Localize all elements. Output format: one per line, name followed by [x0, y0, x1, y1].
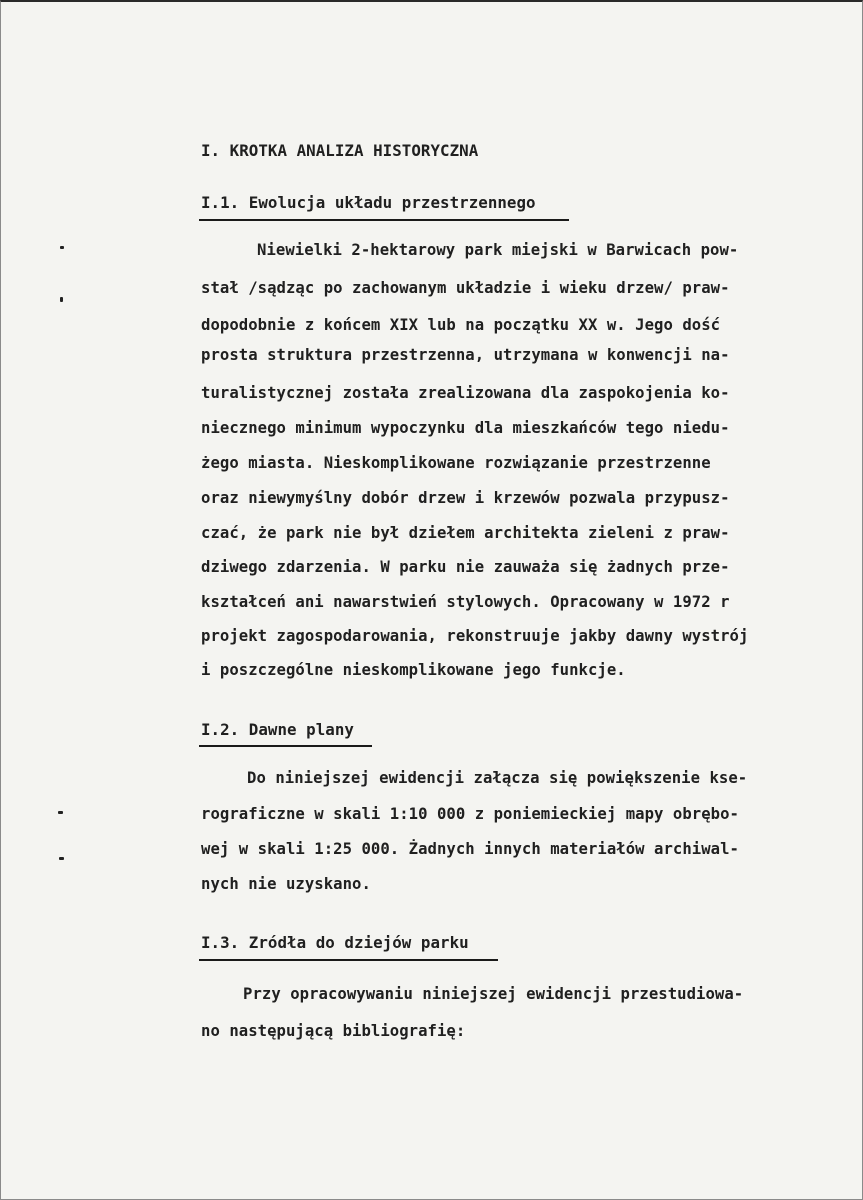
text-line: projekt zagospodarowania, rekonstruuje jakby dawny wystrój [201, 627, 749, 645]
text-line: wej w skali 1:25 000. Żadnych innych materiałów archiwal- [201, 840, 739, 858]
text-line: dziwego zdarzenia. W parku nie zauważa się żadnych prze- [201, 558, 730, 576]
text-line: Niewielki 2-hektarowy park miejski w Barwicach pow- [257, 241, 739, 259]
text-line: stał /sądząc po zachowanym układzie i wieku drzew/ praw- [201, 279, 730, 297]
text-line: niecznego minimum wypoczynku dla mieszkańców tego niedu- [201, 419, 730, 437]
text-line: Przy opracowywaniu niniejszej ewidencji przestudiowa- [243, 985, 744, 1003]
margin-mark [60, 246, 64, 249]
text-line: prosta struktura przestrzenna, utrzymana w konwencji na- [201, 346, 730, 364]
margin-mark [58, 811, 63, 814]
margin-mark [60, 297, 63, 302]
section-heading-1-underline [199, 219, 569, 221]
text-line: rograficzne w skali 1:10 000 z poniemieckiej mapy obrębo- [201, 805, 739, 823]
text-line: turalistycznej została zrealizowana dla zaspokojenia ko- [201, 384, 730, 402]
text-line: nych nie uzyskano. [201, 875, 371, 893]
text-line: kształceń ani nawarstwień stylowych. Opracowany w 1972 r [201, 593, 730, 611]
text-line: żego miasta. Nieskomplikowane rozwiązanie przestrzenne [201, 454, 711, 472]
margin-mark [59, 857, 64, 860]
main-heading: I. KROTKA ANALIZA HISTORYCZNA [201, 141, 479, 160]
section-heading-1: I.1. Ewolucja układu przestrzennego [201, 193, 536, 212]
text-line: dopodobnie z końcem XIX lub na początku XX w. Jego dość [201, 316, 721, 334]
text-line: Do niniejszej ewidencji załącza się powiększenie kse- [247, 769, 748, 787]
section-heading-2: I.2. Dawne plany [201, 720, 354, 739]
text-line: oraz niewymyślny dobór drzew i krzewów pozwala przypusz- [201, 489, 730, 507]
section-heading-3: I.3. Zródła do dziejów parku [201, 933, 469, 952]
text-line: czać, że park nie był dziełem architekta zieleni z praw- [201, 524, 730, 542]
text-line: i poszczególne nieskomplikowane jego funkcje. [201, 661, 626, 679]
text-line: no następującą bibliografię: [201, 1022, 466, 1040]
section-heading-2-underline [199, 745, 372, 747]
section-heading-3-underline [199, 959, 498, 961]
